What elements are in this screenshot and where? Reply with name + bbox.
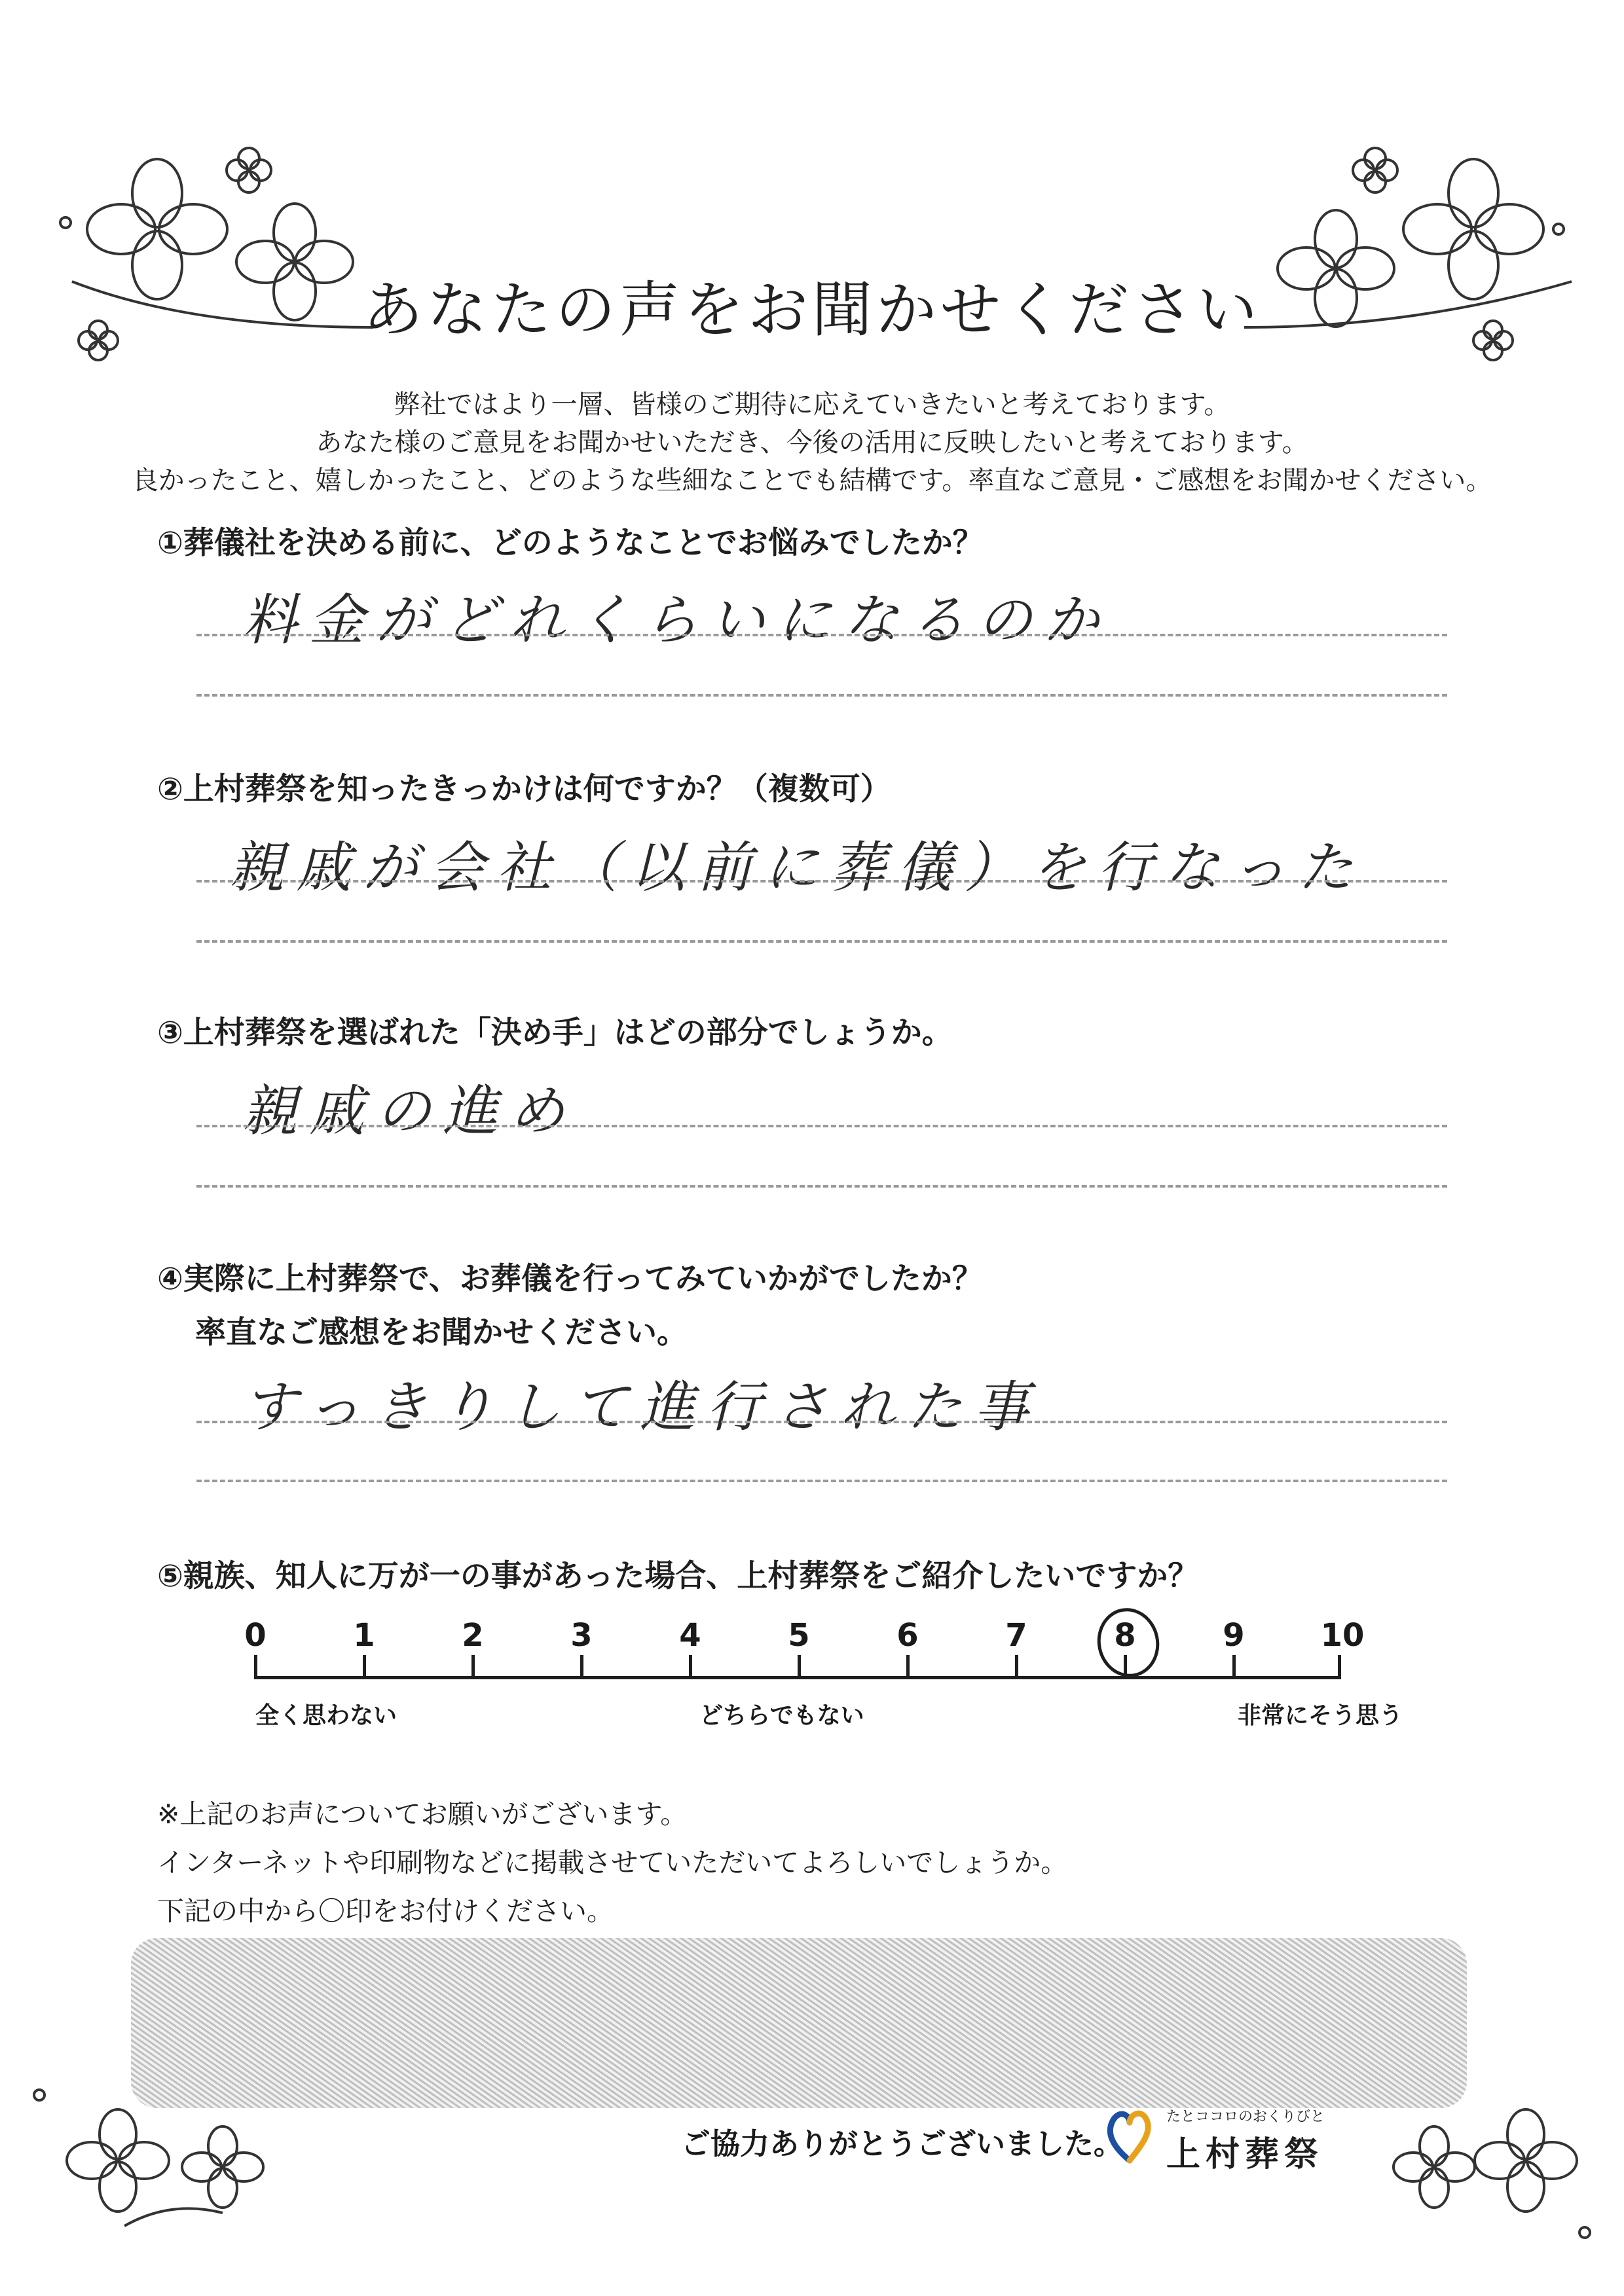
scale-number-3: 3 xyxy=(570,1617,593,1654)
scale-number-8: 8 xyxy=(1114,1617,1136,1654)
scale-tick xyxy=(471,1655,475,1677)
answer-line xyxy=(196,694,1447,697)
question-5-label: ⑤親族、知人に万が一の事があった場合、上村葬祭をご紹介したいですか？ xyxy=(157,1558,1199,1594)
question-2-label: ②上村葬祭を知ったきっかけは何ですか？（複数可） xyxy=(157,771,891,807)
question-2-answer: 親戚が会社（以前に葬儀）を行なった xyxy=(229,835,1365,900)
answer-line xyxy=(196,880,1447,883)
clover-decoration-bottom-right xyxy=(1362,2069,1611,2265)
intro-line-1: 弊社ではより一層、皆様のご期待に応えていきたいと考えております。 xyxy=(394,390,1230,420)
scale-tick xyxy=(1015,1655,1018,1677)
logo-tagline: たとココロのおくりびと xyxy=(1166,2109,1325,2125)
question-1-answer: 料金がどれくらいになるのか xyxy=(242,588,1111,652)
note-line-3: 下記の中から〇印をお付けください。 xyxy=(157,1895,614,1927)
scale-tick xyxy=(1124,1655,1127,1677)
scale-number-9: 9 xyxy=(1223,1617,1245,1654)
answer-line xyxy=(196,634,1447,636)
scale-low-label: 全く思わない xyxy=(255,1702,397,1729)
scale-tick xyxy=(580,1655,583,1677)
answer-line xyxy=(196,1125,1447,1127)
logo-name: 上村葬祭 xyxy=(1166,2135,1324,2174)
scale-tick xyxy=(798,1655,801,1677)
answer-line xyxy=(196,940,1447,943)
answer-line xyxy=(196,1421,1447,1423)
note-line-1: ※上記のお声についてお願いがございます。 xyxy=(157,1798,688,1830)
scale-number-6: 6 xyxy=(896,1617,919,1654)
question-4-answer: すっきりして進行された事 xyxy=(242,1375,1041,1439)
scale-high-label: 非常にそう思う xyxy=(1238,1702,1403,1729)
scale-number-4: 4 xyxy=(679,1617,701,1654)
question-4-label-2: 率直なご感想をお聞かせください。 xyxy=(195,1315,688,1351)
question-4-label: ④実際に上村葬祭で、お葬儀を行ってみていかがでしたか？ xyxy=(157,1261,983,1297)
scale-tick xyxy=(254,1655,257,1677)
question-3-label: ③上村葬祭を選ばれた「決め手」はどの部分でしょうか。 xyxy=(157,1015,953,1051)
thanks-message: ご協力ありがとうございました。 xyxy=(681,2126,1124,2161)
scale-number-5: 5 xyxy=(788,1617,810,1654)
scale-mid-label: どちらでもない xyxy=(699,1702,864,1729)
scale-number-1: 1 xyxy=(353,1617,375,1654)
heart-logo-icon xyxy=(1103,2102,1156,2167)
company-logo xyxy=(1103,2095,1339,2174)
scale-number-2: 2 xyxy=(462,1617,484,1654)
question-1-label: ①葬儀社を決める前に、どのようなことでお悩みでしたか？ xyxy=(157,525,984,561)
answer-line xyxy=(196,1480,1447,1482)
scale-number-0: 0 xyxy=(244,1617,267,1654)
selected-circle xyxy=(1091,1602,1166,1683)
clover-decoration-bottom-left xyxy=(26,2056,275,2252)
question-3-answer: 親戚の進め xyxy=(242,1079,577,1143)
answer-line xyxy=(196,1185,1447,1188)
scale-tick xyxy=(363,1655,366,1677)
intro-line-2: あなた様のご意見をお聞かせいただき、今後の活用に反映したいと考えております。 xyxy=(316,428,1308,458)
note-line-2: インターネットや印刷物などに掲載させていただいてよろしいでしょうか。 xyxy=(157,1847,1068,1878)
scale-tick xyxy=(689,1655,692,1677)
intro-line-3: 良かったこと、嬉しかったこと、どのような些細なことでも結構です。率直なご意見・ご感想をお聞かせください。 xyxy=(132,465,1492,496)
scale-tick xyxy=(906,1655,910,1677)
scale-tick xyxy=(1232,1655,1236,1677)
scale-number-7: 7 xyxy=(1005,1617,1027,1654)
scale-tick xyxy=(1338,1655,1341,1677)
page-title: あなたの声をお聞かせください xyxy=(362,274,1261,345)
redacted-area xyxy=(131,1938,1467,2108)
scale-number-10: 10 xyxy=(1320,1617,1365,1654)
